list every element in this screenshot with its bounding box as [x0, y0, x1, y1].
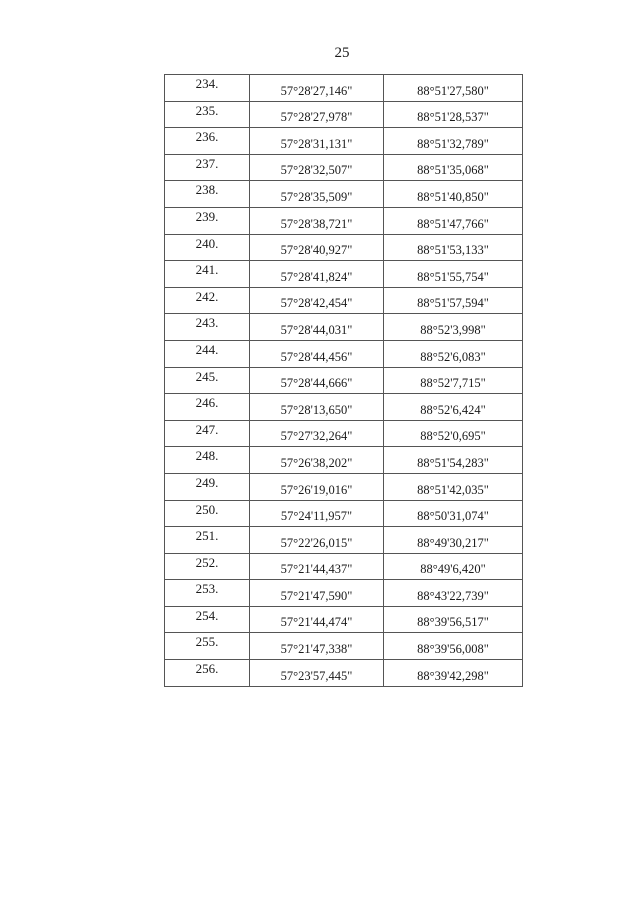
table-row	[165, 527, 523, 554]
latitude-cell: 57°28'42,454"	[250, 287, 384, 314]
latitude-cell: 57°28'31,131"	[250, 128, 384, 155]
point-number-cell: 239.	[165, 207, 250, 234]
longitude-cell: 88°51'35,068"	[384, 154, 523, 181]
latitude-cell: 57°28'44,456"	[250, 340, 384, 367]
table-row	[165, 367, 523, 394]
table-row	[165, 287, 523, 314]
longitude-cell: 88°52'6,083"	[384, 340, 523, 367]
table-row	[165, 660, 523, 687]
longitude-cell: 88°51'55,754"	[384, 261, 523, 288]
table-row	[165, 394, 523, 421]
point-number-cell: 237.	[165, 154, 250, 181]
longitude-cell: 88°43'22,739"	[384, 580, 523, 607]
point-number-cell: 252.	[165, 553, 250, 580]
longitude-cell: 88°51'42,035"	[384, 473, 523, 500]
table-row	[165, 633, 523, 660]
longitude-cell: 88°52'7,715"	[384, 367, 523, 394]
longitude-cell: 88°39'56,517"	[384, 606, 523, 633]
table-row	[165, 75, 523, 102]
latitude-cell: 57°28'41,824"	[250, 261, 384, 288]
table-row	[165, 606, 523, 633]
point-number-cell: 243.	[165, 314, 250, 341]
longitude-cell: 88°51'27,580"	[384, 75, 523, 102]
longitude-cell: 88°49'30,217"	[384, 527, 523, 554]
latitude-cell: 57°26'19,016"	[250, 473, 384, 500]
point-number-cell: 254.	[165, 606, 250, 633]
latitude-cell: 57°28'38,721"	[250, 207, 384, 234]
latitude-cell: 57°28'27,146"	[250, 75, 384, 102]
longitude-cell: 88°49'6,420"	[384, 553, 523, 580]
longitude-cell: 88°51'53,133"	[384, 234, 523, 261]
table-row	[165, 128, 523, 155]
table-row	[165, 101, 523, 128]
latitude-cell: 57°28'35,509"	[250, 181, 384, 208]
latitude-cell: 57°28'40,927"	[250, 234, 384, 261]
longitude-cell: 88°39'56,008"	[384, 633, 523, 660]
point-number-cell: 251.	[165, 527, 250, 554]
longitude-cell: 88°52'6,424"	[384, 394, 523, 421]
point-number-cell: 241.	[165, 261, 250, 288]
point-number-cell: 235.	[165, 101, 250, 128]
latitude-cell: 57°28'32,507"	[250, 154, 384, 181]
latitude-cell: 57°26'38,202"	[250, 447, 384, 474]
table-row	[165, 473, 523, 500]
longitude-cell: 88°51'32,789"	[384, 128, 523, 155]
latitude-cell: 57°21'44,474"	[250, 606, 384, 633]
point-number-cell: 250.	[165, 500, 250, 527]
point-number-cell: 242.	[165, 287, 250, 314]
longitude-cell: 88°51'57,594"	[384, 287, 523, 314]
coordinates-table-body	[165, 75, 523, 687]
latitude-cell: 57°21'47,590"	[250, 580, 384, 607]
point-number-cell: 255.	[165, 633, 250, 660]
point-number-cell: 256.	[165, 660, 250, 687]
page-number: 25	[334, 45, 350, 61]
latitude-cell: 57°21'44,437"	[250, 553, 384, 580]
longitude-cell: 88°51'47,766"	[384, 207, 523, 234]
latitude-cell: 57°27'32,264"	[250, 420, 384, 447]
table-row	[165, 500, 523, 527]
longitude-cell: 88°39'42,298"	[384, 660, 523, 687]
latitude-cell: 57°28'27,978"	[250, 101, 384, 128]
point-number-cell: 253.	[165, 580, 250, 607]
latitude-cell: 57°23'57,445"	[250, 660, 384, 687]
point-number-cell: 249.	[165, 473, 250, 500]
table-row	[165, 207, 523, 234]
longitude-cell: 88°51'54,283"	[384, 447, 523, 474]
table-row	[165, 553, 523, 580]
table-row	[165, 181, 523, 208]
longitude-cell: 88°52'0,695"	[384, 420, 523, 447]
table-row	[165, 261, 523, 288]
longitude-cell: 88°50'31,074"	[384, 500, 523, 527]
latitude-cell: 57°28'44,666"	[250, 367, 384, 394]
table-row	[165, 154, 523, 181]
table-row	[165, 420, 523, 447]
latitude-cell: 57°21'47,338"	[250, 633, 384, 660]
point-number-cell: 238.	[165, 181, 250, 208]
point-number-cell: 245.	[165, 367, 250, 394]
point-number-cell: 247.	[165, 420, 250, 447]
table-row	[165, 314, 523, 341]
point-number-cell: 246.	[165, 394, 250, 421]
point-number-cell: 236.	[165, 128, 250, 155]
longitude-cell: 88°51'28,537"	[384, 101, 523, 128]
table-row	[165, 447, 523, 474]
point-number-cell: 248.	[165, 447, 250, 474]
longitude-cell: 88°52'3,998"	[384, 314, 523, 341]
table-row	[165, 580, 523, 607]
table-row	[165, 234, 523, 261]
latitude-cell: 57°22'26,015"	[250, 527, 384, 554]
point-number-cell: 240.	[165, 234, 250, 261]
latitude-cell: 57°24'11,957"	[250, 500, 384, 527]
latitude-cell: 57°28'44,031"	[250, 314, 384, 341]
latitude-cell: 57°28'13,650"	[250, 394, 384, 421]
longitude-cell: 88°51'40,850"	[384, 181, 523, 208]
point-number-cell: 244.	[165, 340, 250, 367]
coordinates-table	[164, 74, 523, 687]
point-number-cell: 234.	[165, 75, 250, 102]
table-row	[165, 340, 523, 367]
